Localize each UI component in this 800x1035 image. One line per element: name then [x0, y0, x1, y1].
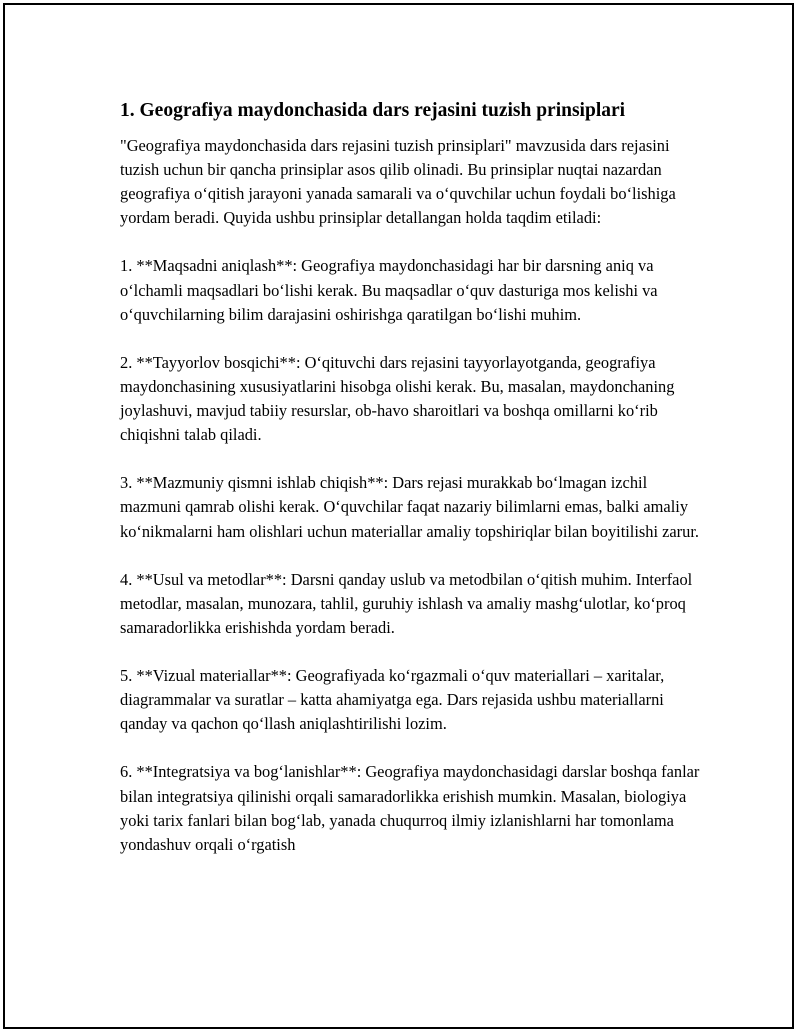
section-heading: 1. Geografiya maydonchasida dars rejasini tuzish prinsiplari	[120, 100, 626, 121]
principle-paragraph-6: 6. **Integratsiya va bog‘lanishlar**: Geografiya maydonchasidagi darslar boshqa fanlar bilan integratsiya qilinishi orqali samaradorlikka erishish mumkin. Masalan, biologiya yoki tarix fanlari bilan bog‘lab, yanada chuqurroq ilmiy izlanishlarni har tomonlama yondashuv orqali o‘rgatish	[120, 762, 700, 854]
intro-paragraph: "Geografiya maydonchasida dars rejasini tuzish prinsiplari" mavzusida dars rejasini tuzish uchun bir qancha prinsiplar asos qilib olinadi. Bu prinsiplar nuqtai nazardan geografiya o‘qitish jarayoni yanada samarali va o‘quvchilar uchun foydali bo‘lishiga yordam beradi. Quyida ushbu prinsiplar detallangan holda taqdim etiladi:	[120, 136, 676, 228]
principle-paragraph-1: 1. **Maqsadni aniqlash**: Geografiya maydonchasidagi har bir darsning aniq va o‘lchamli maqsadlari bo‘lishi kerak. Bu maqsadlar o‘quv dasturiga mos kelishi va o‘quvchilarning bilim darajasini oshirishga qaratilgan bo‘lishi muhim.	[120, 256, 658, 324]
document-content	[120, 99, 700, 881]
principle-paragraph-4: 4. **Usul va metodlar**: Darsni qanday uslub va metodbilan o‘qitish muhim. Interfaol metodlar, masalan, munozara, tahlil, guruhiy ishlash va amaliy mashg‘ulotlar, ko‘proq samaradorlikka erishishda yordam beradi.	[120, 569, 693, 637]
principle-paragraph-2: 2. **Tayyorlov bosqichi**: O‘qituvchi dars rejasini tayyorlayotganda, geografiya maydonchasining xususiyatlarini hisobga olishi kerak. Bu, masalan, maydonchaning joylashuvi, mavjud tabiiy resurslar, ob-havo sharoitlari va boshqa omillarni ko‘rib chiqishni talab qiladi.	[120, 352, 675, 445]
document-page	[3, 3, 794, 1029]
principle-paragraph-5: 5. **Vizual materiallar**: Geografiyada ko‘rgazmali o‘quv materiallari – xaritalar, diagrammalar va suratlar – katta ahamiyatga ega. Dars rejasida ushbu materiallarni qanday va qachon qo‘llash aniqlashtirilishi lozim.	[120, 666, 665, 734]
principle-paragraph-3: 3. **Mazmuniy qismni ishlab chiqish**: Dars rejasi murakkab bo‘lmagan izchil mazmuni qamrab olishi kerak. O‘quvchilar faqat nazariy bilimlarni emas, balki amaliy ko‘nikmalarni ham olishlari uchun materiallar amaliy topshiriqlar bilan boyitilishi zarur.	[120, 473, 699, 541]
